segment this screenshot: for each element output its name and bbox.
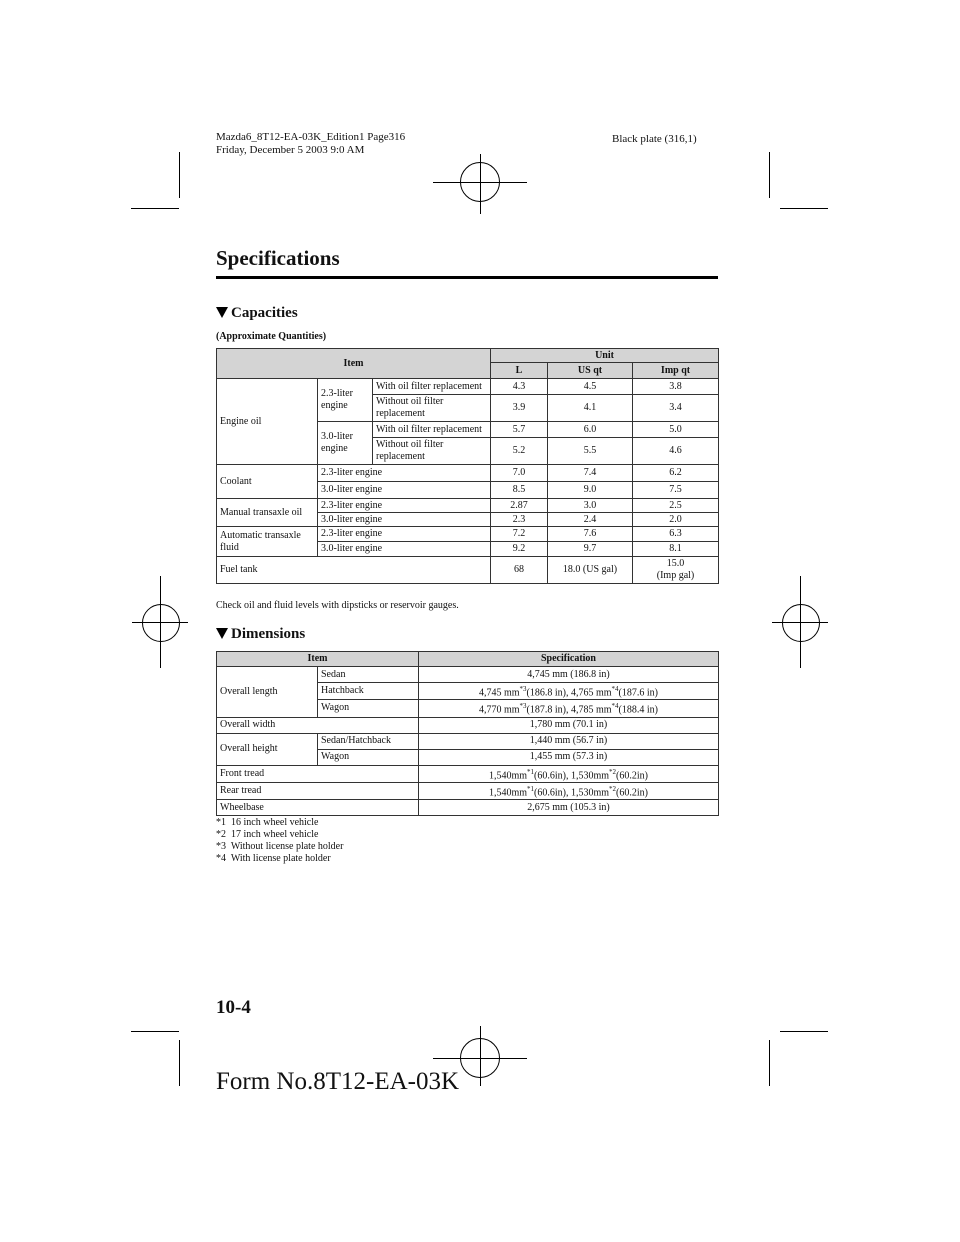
spec-value: 2,675 mm (105.3 in) bbox=[419, 800, 719, 816]
spec-value bbox=[419, 683, 719, 700]
section-title: Specifications bbox=[216, 246, 340, 270]
value-l: 2.87 bbox=[491, 499, 548, 513]
fuel-usgal: 18.0 (US gal) bbox=[548, 557, 633, 584]
footnote-ref: *1 bbox=[527, 784, 535, 793]
spec-part: (60.2in) bbox=[616, 787, 648, 799]
row-desc: Without oil filter replacement bbox=[373, 438, 491, 465]
value-impqt: 3.4 bbox=[633, 395, 719, 422]
value-usqt: 6.0 bbox=[548, 422, 633, 438]
footnote-ref: *2 bbox=[609, 767, 617, 776]
table-row bbox=[217, 499, 719, 513]
table-row bbox=[217, 782, 719, 799]
row-desc: With oil filter replacement bbox=[373, 379, 491, 395]
spec-part: (60.6in), 1,530mm bbox=[534, 787, 610, 799]
spec-part: (60.6in), 1,530mm bbox=[534, 769, 610, 781]
value-usqt: 2.4 bbox=[548, 513, 633, 527]
spec-part: (186.8 in), 4,765 mm bbox=[526, 687, 612, 699]
table-row bbox=[217, 800, 719, 816]
form-number: Form No.8T12-EA-03K bbox=[216, 1068, 460, 1095]
fluid-label: Manual transaxle oil bbox=[217, 499, 318, 527]
triangle-bullet-icon bbox=[216, 307, 228, 318]
spec-value: 1,455 mm (57.3 in) bbox=[419, 749, 719, 765]
row-desc: 3.0-liter engine bbox=[318, 513, 491, 527]
value-impqt: 8.1 bbox=[633, 542, 719, 557]
value-l: 5.7 bbox=[491, 422, 548, 438]
value-usqt: 4.5 bbox=[548, 379, 633, 395]
spec-part: 1,540mm bbox=[488, 787, 528, 799]
capacities-table bbox=[216, 348, 719, 584]
value-impqt: 5.0 bbox=[633, 422, 719, 438]
value-l: 2.3 bbox=[491, 513, 548, 527]
fuel-impgal bbox=[633, 557, 719, 584]
body-type: Sedan/Hatchback bbox=[318, 733, 419, 749]
capacities-subheading: (Approximate Quantities) bbox=[216, 331, 327, 342]
fluid-label: Automatic transaxle fluid bbox=[217, 527, 318, 557]
value-l: 4.3 bbox=[491, 379, 548, 395]
row-desc: With oil filter replacement bbox=[373, 422, 491, 438]
spec-value: 4,745 mm (186.8 in) bbox=[419, 667, 719, 683]
body-type: Wagon bbox=[318, 700, 419, 717]
fuel-l: 68 bbox=[491, 557, 548, 584]
value-impqt: 6.2 bbox=[633, 465, 719, 482]
value-usqt: 7.6 bbox=[548, 527, 633, 542]
spec-value: 1,440 mm (56.7 in) bbox=[419, 733, 719, 749]
spec-part: (188.4 in) bbox=[618, 704, 658, 716]
cap-unit-l: L bbox=[491, 363, 548, 379]
row-desc: 2.3-liter engine bbox=[318, 499, 491, 513]
value-l: 7.2 bbox=[491, 527, 548, 542]
row-desc: Without oil filter replacement bbox=[373, 395, 491, 422]
footnote-ref: *3 bbox=[519, 685, 527, 693]
table-row bbox=[217, 557, 719, 584]
table-row bbox=[217, 527, 719, 542]
footnote: *4 With license plate holder bbox=[216, 853, 331, 864]
page-number: 10-4 bbox=[216, 997, 251, 1018]
value-impqt: 4.6 bbox=[633, 438, 719, 465]
print-info-line1: Mazda6_8T12-EA-03K_Edition1 Page316 bbox=[216, 131, 406, 143]
dimensions-heading bbox=[216, 626, 305, 643]
cap-unit-impqt: Imp qt bbox=[633, 363, 719, 379]
fuel-impgal-value: 15.0 bbox=[666, 558, 685, 569]
dimensions-heading-text: Dimensions bbox=[231, 626, 306, 642]
section-rule bbox=[216, 276, 718, 279]
table-row bbox=[217, 717, 719, 733]
value-usqt: 9.7 bbox=[548, 542, 633, 557]
overall-height-label: Overall height bbox=[217, 733, 318, 765]
dim-head-spec: Specification bbox=[419, 652, 719, 667]
overall-width-label: Overall width bbox=[217, 717, 419, 733]
capacities-heading-text: Capacities bbox=[231, 305, 298, 321]
engine-label: 3.0-liter engine bbox=[318, 422, 373, 465]
row-desc: 3.0-liter engine bbox=[318, 542, 491, 557]
footnote-ref: *2 bbox=[609, 784, 617, 793]
front-tread-label: Front tread bbox=[217, 765, 419, 782]
capacities-heading bbox=[216, 305, 298, 322]
spec-part: 4,770 mm bbox=[478, 704, 520, 716]
value-impqt: 2.0 bbox=[633, 513, 719, 527]
engine-oil-label: Engine oil bbox=[217, 379, 318, 465]
row-desc: 3.0-liter engine bbox=[318, 482, 491, 499]
dimensions-table bbox=[216, 651, 719, 816]
body-type: Wagon bbox=[318, 749, 419, 765]
spec-part: 1,540mm bbox=[488, 769, 528, 781]
footnote: *2 17 inch wheel vehicle bbox=[216, 829, 319, 840]
engine-label: 2.3-liter engine bbox=[318, 379, 373, 422]
body-type: Sedan bbox=[318, 667, 419, 683]
fuel-tank-label: Fuel tank bbox=[217, 557, 491, 584]
table-row bbox=[217, 465, 719, 482]
dim-head-item: Item bbox=[217, 652, 419, 667]
value-l: 5.2 bbox=[491, 438, 548, 465]
spec-value: 1,780 mm (70.1 in) bbox=[419, 717, 719, 733]
value-impqt: 3.8 bbox=[633, 379, 719, 395]
overall-length-label: Overall length bbox=[217, 667, 318, 718]
footnotes bbox=[216, 817, 343, 865]
spec-value bbox=[419, 765, 719, 782]
value-l: 7.0 bbox=[491, 465, 548, 482]
triangle-bullet-icon bbox=[216, 628, 228, 639]
spec-part: 4,745 mm bbox=[478, 687, 520, 699]
value-usqt: 7.4 bbox=[548, 465, 633, 482]
rear-tread-label: Rear tread bbox=[217, 782, 419, 799]
plate-label: Black plate (316,1) bbox=[612, 133, 697, 145]
cap-head-unit: Unit bbox=[491, 349, 719, 363]
table-row bbox=[217, 667, 719, 683]
spec-value bbox=[419, 782, 719, 799]
row-desc: 2.3-liter engine bbox=[318, 465, 491, 482]
cap-unit-usqt: US qt bbox=[548, 363, 633, 379]
value-l: 3.9 bbox=[491, 395, 548, 422]
footnote: *3 Without license plate holder bbox=[216, 841, 344, 852]
footnote-ref: *1 bbox=[527, 767, 535, 776]
footnote-ref: *4 bbox=[611, 685, 619, 693]
capacities-note: Check oil and fluid levels with dipsticks or reservoir gauges. bbox=[216, 600, 459, 611]
value-l: 8.5 bbox=[491, 482, 548, 499]
table-row bbox=[217, 765, 719, 782]
spec-value bbox=[419, 700, 719, 717]
spec-part: (187.6 in) bbox=[618, 687, 658, 699]
print-info-line2: Friday, December 5 2003 9:0 AM bbox=[216, 144, 365, 156]
body-type: Hatchback bbox=[318, 683, 419, 700]
footnote-ref: *3 bbox=[519, 702, 527, 711]
fluid-label: Coolant bbox=[217, 465, 318, 499]
footnote: *1 16 inch wheel vehicle bbox=[216, 817, 319, 828]
value-usqt: 9.0 bbox=[548, 482, 633, 499]
table-row bbox=[217, 733, 719, 749]
value-impqt: 7.5 bbox=[633, 482, 719, 499]
value-l: 9.2 bbox=[491, 542, 548, 557]
table-row bbox=[217, 379, 719, 395]
footnote-ref: *4 bbox=[611, 702, 619, 711]
spec-part: (60.2in) bbox=[616, 769, 648, 781]
row-desc: 2.3-liter engine bbox=[318, 527, 491, 542]
fuel-impgal-unit: (Imp gal) bbox=[656, 570, 695, 581]
spec-part: (187.8 in), 4,785 mm bbox=[526, 704, 612, 716]
cap-head-item: Item bbox=[217, 349, 491, 379]
value-impqt: 2.5 bbox=[633, 499, 719, 513]
print-info bbox=[216, 131, 405, 157]
value-usqt: 5.5 bbox=[548, 438, 633, 465]
value-usqt: 3.0 bbox=[548, 499, 633, 513]
value-usqt: 4.1 bbox=[548, 395, 633, 422]
wheelbase-label: Wheelbase bbox=[217, 800, 419, 816]
value-impqt: 6.3 bbox=[633, 527, 719, 542]
